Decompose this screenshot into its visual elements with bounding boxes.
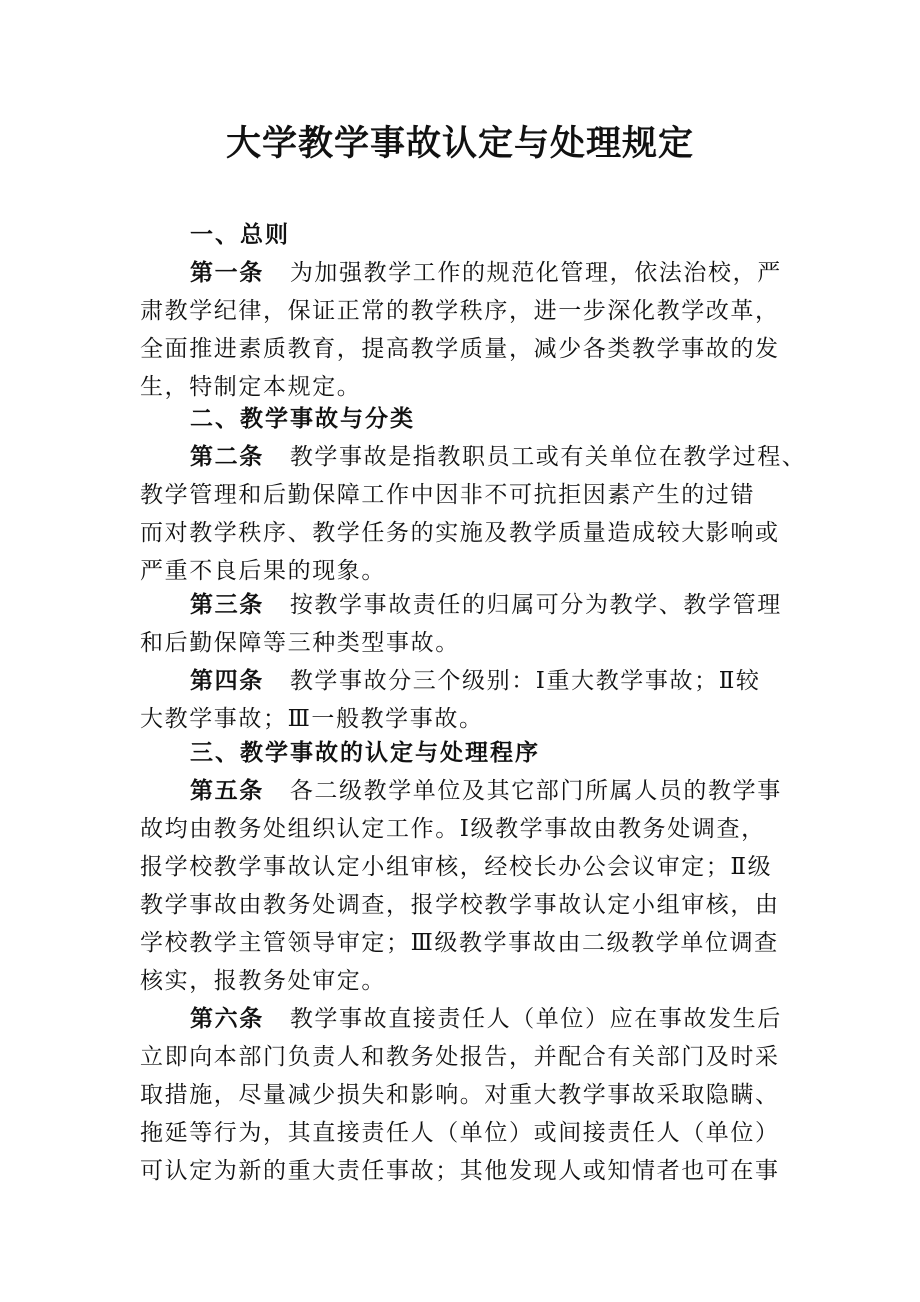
article-6-line-4: 拖延等行为，其直接责任人（单位）或间接责任人（单位） (140, 1120, 780, 1146)
article-1-line-3: 全面推进素质教育，提高教学质量，减少各类教学事故的发 (140, 336, 780, 362)
article-5-line-1 (190, 772, 782, 810)
section-heading-general: 一、总则 (190, 221, 290, 248)
article-5-line-4: 教学事故由教务处调查，报学校教学事故认定小组审核，由 (140, 892, 780, 918)
article-5-line-3: 报学校教学事故认定小组审核，经校长办公会议审定；Ⅱ级 (140, 854, 773, 880)
article-6-label: 第六条 (190, 1005, 264, 1032)
article-2-label: 第二条 (190, 443, 264, 470)
article-3-line-2: 和后勤保障等三种类型事故。 (140, 630, 460, 656)
article-1-line-4: 生，特制定本规定。 (140, 374, 362, 400)
article-2-line-4: 严重不良后果的现象。 (140, 558, 386, 584)
article-1-text: 为加强教学工作的规范化管理，依法治校，严 (289, 260, 782, 286)
section-heading-classification: 二、教学事故与分类 (190, 405, 415, 432)
section-heading-procedure: 三、教学事故的认定与处理程序 (190, 739, 540, 766)
article-5-label: 第五条 (190, 777, 264, 804)
article-6-line-5: 可认定为新的重大责任事故；其他发现人或知情者也可在事 (140, 1158, 780, 1184)
article-2-text: 教学事故是指教职员工或有关单位在教学过程、 (289, 444, 807, 470)
article-3-line-1 (190, 586, 782, 624)
article-1-line-2: 肃教学纪律，保证正常的教学秩序，进一步深化教学改革， (140, 298, 780, 324)
article-4-line-1 (190, 662, 761, 700)
document-title: 大学教学事故认定与处理规定 (225, 123, 694, 164)
article-6-line-2: 立即向本部门负责人和教务处报告，并配合有关部门及时采 (140, 1044, 780, 1070)
article-2-line-2: 教学管理和后勤保障工作中因非不可抗拒因素产生的过错 (140, 482, 755, 508)
article-2-line-1 (190, 438, 806, 476)
article-6-line-1 (190, 1000, 782, 1038)
article-2-line-3: 而对教学秩序、教学任务的实施及教学质量造成较大影响或 (140, 520, 780, 546)
article-6-text: 教学事故直接责任人（单位）应在事故发生后 (289, 1006, 782, 1032)
article-1-line-1 (190, 254, 782, 292)
article-4-text: 教学事故分三个级别：Ⅰ重大教学事故；Ⅱ较 (289, 668, 761, 694)
article-5-line-6: 核实，报教务处审定。 (140, 968, 386, 994)
article-4-label: 第四条 (190, 667, 264, 694)
article-3-text: 按教学事故责任的归属可分为教学、教学管理 (289, 592, 782, 618)
article-5-text: 各二级教学单位及其它部门所属人员的教学事 (289, 778, 782, 804)
article-4-line-2: 大教学事故；Ⅲ一般教学事故。 (140, 706, 484, 732)
article-3-label: 第三条 (190, 591, 264, 618)
article-5-line-2: 故均由教务处组织认定工作。Ⅰ级教学事故由教务处调查， (140, 816, 766, 842)
article-1-label: 第一条 (190, 259, 264, 286)
article-6-line-3: 取措施，尽量减少损失和影响。对重大教学事故采取隐瞒、 (140, 1082, 780, 1108)
article-5-line-5: 学校教学主管领导审定；Ⅲ级教学事故由二级教学单位调查 (140, 930, 779, 956)
